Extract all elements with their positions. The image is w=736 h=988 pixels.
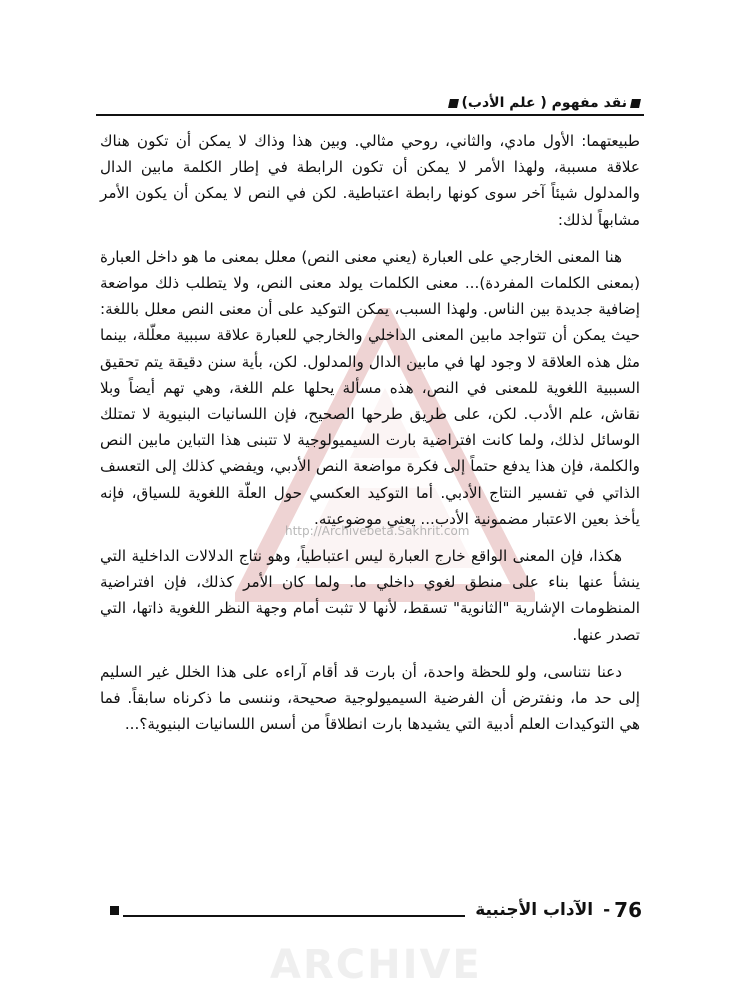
paragraph-2: هنا المعنى الخارجي على العبارة (يعني معنى النص) معلل بمعنى ما هو داخل العبارة (بمعنى الكلمات المفردة)... معنى الكلمات يولد معنى النص، ولا يتطلب ذلك مواضعة إضافية جديدة بين الناس. ولهذا السبب، يمكن التوكيد على أن معنى النص معلل باللغة: حيث يمكن أن تتواجد مابين المعنى الداخلي والخارجي للعبارة علاقة سببية معلّلة، بينما مثل هذه العلاقة لا وجود لها في مابين الدال والمدلول. لكن، بأية سنن دقيقة يتم تحقيق السببية اللغوية للمعنى في النص، هذه مسألة يحلها علم اللغة، وهي تهم أيضاً وبلا نقاش، علم الأدب. لكن، على طريق طرحها الصحيح، فإن اللسانيات البنيوية لا تمتلك الوسائل لذلك، ولما كانت افتراضية بارت السيميولوجية لا تتبنى هذا التباين مابين النص والكلمة، فإن هذا يدفع حتماً إلى فكرة مواضعة النص الأدبي، ويفضي كذلك إلى التعسف الذاتي في تفسير النتاج الأدبي. أما التوكيد العكسي حول العلّة اللغوية للسياق، فإنه يأخذ بعين الاعتبار مضمونية الأدب... يعني موضوعيته.	[100, 247, 640, 528]
page-number: 76	[614, 898, 642, 922]
watermark-url: http://Archivebeta.Sakhrit.com	[285, 524, 470, 538]
footer-dash: -	[603, 900, 611, 920]
running-header	[96, 94, 644, 112]
archive-watermark-text: ARCHIVE	[270, 942, 482, 988]
footer-rule	[123, 915, 465, 917]
header-square-left-icon	[448, 99, 459, 108]
body-text	[100, 128, 640, 748]
running-title: نقد مفهوم ( علم الأدب)	[461, 95, 627, 111]
journal-title: الآداب الأجنبية	[475, 900, 594, 920]
page-footer	[110, 897, 642, 923]
header-square-right-icon	[630, 99, 641, 108]
paragraph-3: هكذا، فإن المعنى الواقع خارج العبارة ليس اعتباطياً، وهو نتاج الدلالات الداخلية التي ينشأ عنها بناء على منطق لغوي داخلي ما. ولما كان الأمر كذلك، فإن افتراضية المنظومات الإشارية "الثانوية" تسقط، لأنها لا تثبت أمام وجهة النظر اللغوية ذاتها، التي تصدر عنها.	[100, 547, 640, 644]
paragraph-4: دعنا نتناسى، ولو للحظة واحدة، أن بارت قد أقام آراءه على هذا الخلل غير السليم إلى حد ما، ونفترض أن الفرضية السيميولوجية صحيحة، وننسى ما ذكرناه سابقاً. فما هي التوكيدات العلم أدبية التي يشيدها بارت انطلاقاً من أسس اللسانيات البنيوية؟...	[100, 662, 640, 734]
header-rule	[96, 114, 644, 116]
footer-square-icon	[110, 906, 119, 915]
paragraph-1: طبيعتهما: الأول مادي، والثاني، روحي مثالي. وبين هذا وذاك لا يمكن أن تكون هناك علاقة مسببة، ولهذا الأمر لا يمكن أن تكون الرابطة في إطار الكلمة مابين الدال والمدلول شيئاً آخر سوى كونها رابطة اعتباطية. لكن في النص لا يمكن أن يكون الأمر مشابهاً لذلك:	[100, 132, 640, 229]
